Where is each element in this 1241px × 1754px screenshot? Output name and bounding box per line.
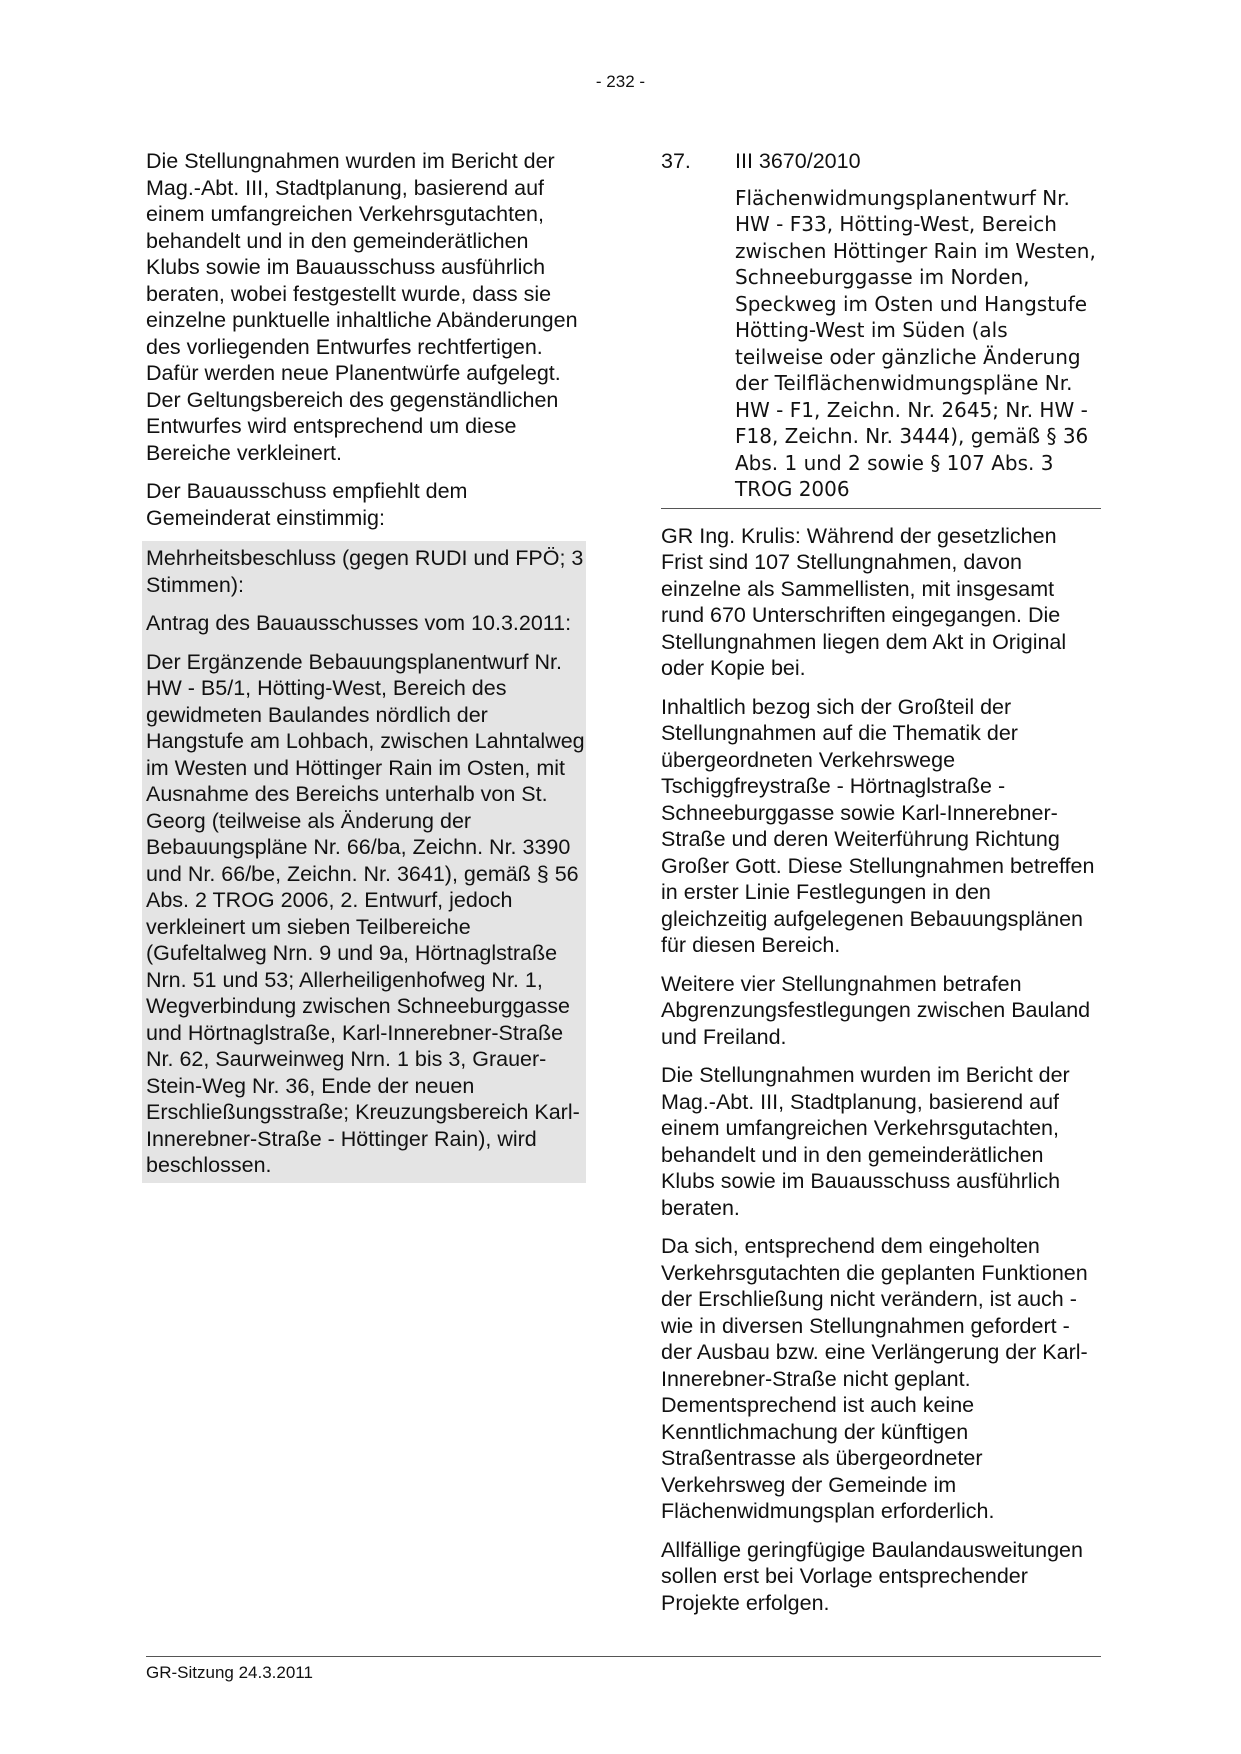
- paragraph: Die Stellungnahmen wurden im Bericht der Mag.-Abt. III, Stadtplanung, basierend auf einem umfangreichen Verkehrsgutachten, behandelt und in den gemeinderätlichen Klubs sowie im Bauausschuss ausführlich beraten.: [661, 1063, 1070, 1220]
- resolution-motion: Antrag des Bauausschusses vom 10.3.2011:: [146, 611, 572, 635]
- paragraph: Da sich, entsprechend dem eingeholten Verkehrsgutachten die geplanten Funktionen der Erschließung nicht verändern, ist auch - wie in diversen Stellungnahmen gefordert - der Ausbau bzw. eine Verlängerung der Karl-Innerebner-Straße nicht geplant. Dementsprechend ist auch keine Kenntlichmachung der künftigen Straßentrasse als übergeordneter Verkehrsweg der Gemeinde im Flächenwidmungsplan erforderlich.: [661, 1234, 1088, 1523]
- left-column: [146, 148, 586, 1183]
- footer-text: GR-Sitzung 24.3.2011: [146, 1663, 313, 1682]
- divider: [661, 508, 1101, 509]
- resolution-box: [142, 541, 586, 1183]
- right-column: [661, 148, 1101, 1628]
- resolution-vote: Mehrheitsbeschluss (gegen RUDI und FPÖ; 3 Stimmen):: [146, 546, 584, 597]
- paragraph: Weitere vier Stellungnahmen betrafen Abgrenzungsfestlegungen zwischen Bauland und Freiland.: [661, 971, 1091, 1049]
- agenda-item-title: Flächenwidmungsplanentwurf Nr. HW - F33, Hötting-West, Bereich zwischen Höttinger Rain im Westen, Schneeburggasse im Norden, Speckweg im Osten und Hangstufe Hötting-West im Süden (als teilweise oder gänzliche Änderung der Teilflächenwidmungspläne Nr. HW - F1, Zeichn. Nr. 2645; Nr. HW - F18, Zeichn. Nr. 3444), gemäß § 36 Abs. 1 und 2 sowie § 107 Abs. 3 TROG 2006: [735, 185, 1096, 501]
- footer-divider: [146, 1656, 1101, 1657]
- paragraph: Inhaltlich bezog sich der Großteil der Stellungnahmen auf die Thematik der übergeordneten Verkehrswege Tschiggfreystraße - Hörtnaglstraße - Schneeburggasse sowie Karl-Innerebner-Straße und deren Weiterführung Richtung Großer Gott. Diese Stellungnahmen betreffen in erster Linie Festlegungen in den gleichzeitig aufgelegenen Bebauungsplänen für diesen Bereich.: [661, 694, 1095, 957]
- agenda-item-number: 37.: [661, 149, 691, 173]
- agenda-item-header: [661, 148, 1101, 175]
- paragraph: Die Stellungnahmen wurden im Bericht der Mag.-Abt. III, Stadtplanung, basierend auf einem umfangreichen Verkehrsgutachten, behandelt und in den gemeinderätlichen Klubs sowie im Bauausschuss ausführlich beraten, wobei festgestellt wurde, dass sie einzelne punktuelle inhaltliche Abänderungen des vorliegenden Entwurfes rechtfertigen. Dafür werden neue Planentwürfe aufgelegt. Der Geltungsbereich des gegenständlichen Entwurfes wird entsprechend um diese Bereiche verkleinert.: [146, 149, 578, 465]
- page-number: - 232 -: [595, 72, 646, 91]
- agenda-item-reference: III 3670/2010: [735, 149, 861, 173]
- resolution-text: Der Ergänzende Bebauungsplanentwurf Nr. HW - B5/1, Hötting-West, Bereich des gewidmeten Baulandes nördlich der Hangstufe am Lohbach, zwischen Lahntalweg im Westen und Höttinger Rain im Osten, mit Ausnahme des Bereichs unterhalb von St. Georg (teilweise als Änderung der Bebauungspläne Nr. 66/ba, Zeichn. Nr. 3390 und Nr. 66/be, Zeichn. Nr. 3641), gemäß § 56 Abs. 2 TROG 2006, 2. Entwurf, jedoch verkleinert um sieben Teilbereiche (Gufeltalweg Nrn. 9 und 9a, Hörtnaglstraße Nrn. 51 und 53; Allerheiligenhofweg Nr. 1, Wegverbindung zwischen Schneeburggasse und Hörtnaglstraße, Karl-Innerebner-Straße Nr. 62, Saurweinweg Nrn. 1 bis 3, Grauer-Stein-Weg Nr. 36, Ende der neuen Erschließungsstraße; Kreuzungsbereich Karl-Innerebner-Straße - Höttinger Rain), wird beschlossen.: [146, 649, 585, 1177]
- paragraph: Allfällige geringfügige Baulandausweitungen sollen erst bei Vorlage entsprechender Projekte erfolgen.: [661, 1537, 1083, 1615]
- paragraph: GR Ing. Krulis: Während der gesetzlichen Frist sind 107 Stellungnahmen, davon einzelne als Sammellisten, mit insgesamt rund 670 Unterschriften eingegangen. Die Stellungnahmen liegen dem Akt in Original oder Kopie bei.: [661, 523, 1067, 680]
- paragraph: Der Bauausschuss empfiehlt dem Gemeinderat einstimmig:: [146, 479, 468, 530]
